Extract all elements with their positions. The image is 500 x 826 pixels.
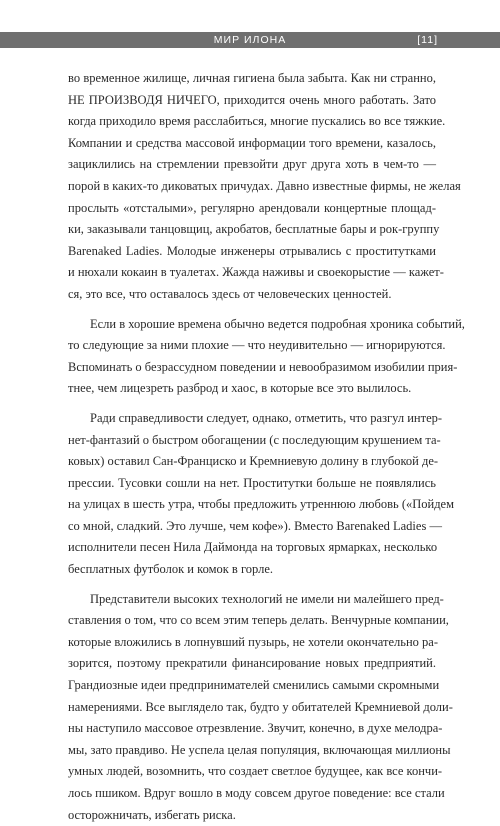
text-line: прослыть «отсталыми», регулярно арендовали концертные площад- bbox=[68, 200, 436, 215]
text-line: Если в хорошие времена обычно ведется подробная хроника событий, bbox=[90, 316, 465, 331]
text-line: Грандиозные идеи предпринимателей сменились самыми скромными bbox=[68, 678, 440, 693]
page-number: [11] bbox=[417, 34, 438, 46]
text-line: то следующие за ними плохие — что неудивительно — игнорируются. bbox=[68, 338, 446, 353]
text-line: осторожничать, избегать риска. bbox=[68, 807, 236, 822]
text-line: когда приходило время расслабиться, многие пускались во все тяжкие. bbox=[68, 114, 446, 129]
text-line: мы, зато правдиво. Не успела целая популяция, включающая миллионы bbox=[68, 742, 451, 757]
text-line: исполнители песен Нила Даймонда на торговых ярмарках, несколько bbox=[68, 540, 438, 555]
text-line: ки, заказывали танцовщиц, акробатов, бесплатные бары и рок-группу bbox=[68, 222, 440, 237]
text-line: порой в каких-то диковатых причудах. Давно известные фирмы, не желая bbox=[68, 178, 461, 193]
text-line: Вспоминать о безрассудном поведении и невообразимом изобилии прия- bbox=[68, 359, 458, 374]
text-line: Ради справедливости следует, однако, отметить, что разгул интер- bbox=[90, 410, 443, 425]
paragraph-gap bbox=[68, 581, 436, 589]
text-line: ны наступило массовое отрезвление. Звучит, конечно, в духе мелодра- bbox=[68, 721, 443, 736]
paragraph bbox=[68, 68, 461, 306]
paragraph-gap bbox=[68, 400, 436, 408]
running-head-title: МИР ИЛОНА bbox=[213, 34, 287, 46]
text-line: и нюхали кокаин в туалетах. Жажда наживы и своекорыстие — кажет- bbox=[68, 265, 444, 280]
text-line: Barenaked Ladies. Молодые инженеры отрывались с проститутками bbox=[68, 243, 436, 258]
text-line: тнее, чем лицезреть разброд и хаос, в которые все это вылилось. bbox=[68, 381, 412, 396]
text-line: зациклились на стремлении превзойти друг друга хоть в чем-то — bbox=[68, 157, 436, 172]
text-line: бесплатных футболок и комок в горле. bbox=[68, 562, 274, 577]
text-line: умных людей, возомнить, что создает светлое будущее, как все кончи- bbox=[68, 764, 443, 779]
text-line: зорится, поэтому прекратили финансирование новых предприятий. bbox=[68, 656, 436, 671]
text-line: ставления о том, что со всем этим теперь делать. Венчурные компании, bbox=[68, 613, 449, 628]
text-line: лось пшиком. Вдруг вошло в моду совсем другое поведение: все стали bbox=[68, 786, 445, 800]
text-line: которые вложились в лопнувший пузырь, не хотели окончательно ра- bbox=[68, 634, 438, 649]
text-line: ковых) оставил Сан-Франциско и Кремниевую долину в глубокой де- bbox=[68, 454, 439, 469]
paragraph bbox=[68, 589, 453, 826]
text-line: на улицах в шесть утра, чтобы предложить утреннюю любовь («Пойдем bbox=[68, 497, 455, 512]
running-head bbox=[0, 32, 500, 48]
text-line: со мной, сладкий. Это лучше, чем кофе»). Вместо Barenaked Ladies — bbox=[68, 518, 442, 533]
paragraph-gap bbox=[68, 306, 436, 314]
text-line: ся, это все, что оставалось здесь от человеческих ценностей. bbox=[68, 286, 392, 301]
paragraph bbox=[68, 408, 455, 581]
text-line: НЕ ПРОИЗВОДЯ НИЧЕГО, приходится очень много работать. Зато bbox=[68, 92, 436, 107]
text-line: Компании и средства массовой информации того времени, казалось, bbox=[68, 135, 436, 150]
text-line: Представители высоких технологий не имели ни малейшего пред- bbox=[90, 591, 444, 606]
text-line: намерениями. Все выглядело так, будто у обитателей Кремниевой доли- bbox=[68, 699, 453, 714]
body-text bbox=[68, 68, 465, 826]
text-line: во временное жилище, личная гигиена была забыта. Как ни странно, bbox=[68, 71, 436, 85]
paragraph bbox=[68, 314, 465, 400]
text-line: нет-фантазий о быстром обогащении (с последующим крушением та- bbox=[68, 432, 441, 447]
text-line: прессии. Тусовки сошли на нет. Проститутки больше не появлялись bbox=[68, 475, 436, 490]
